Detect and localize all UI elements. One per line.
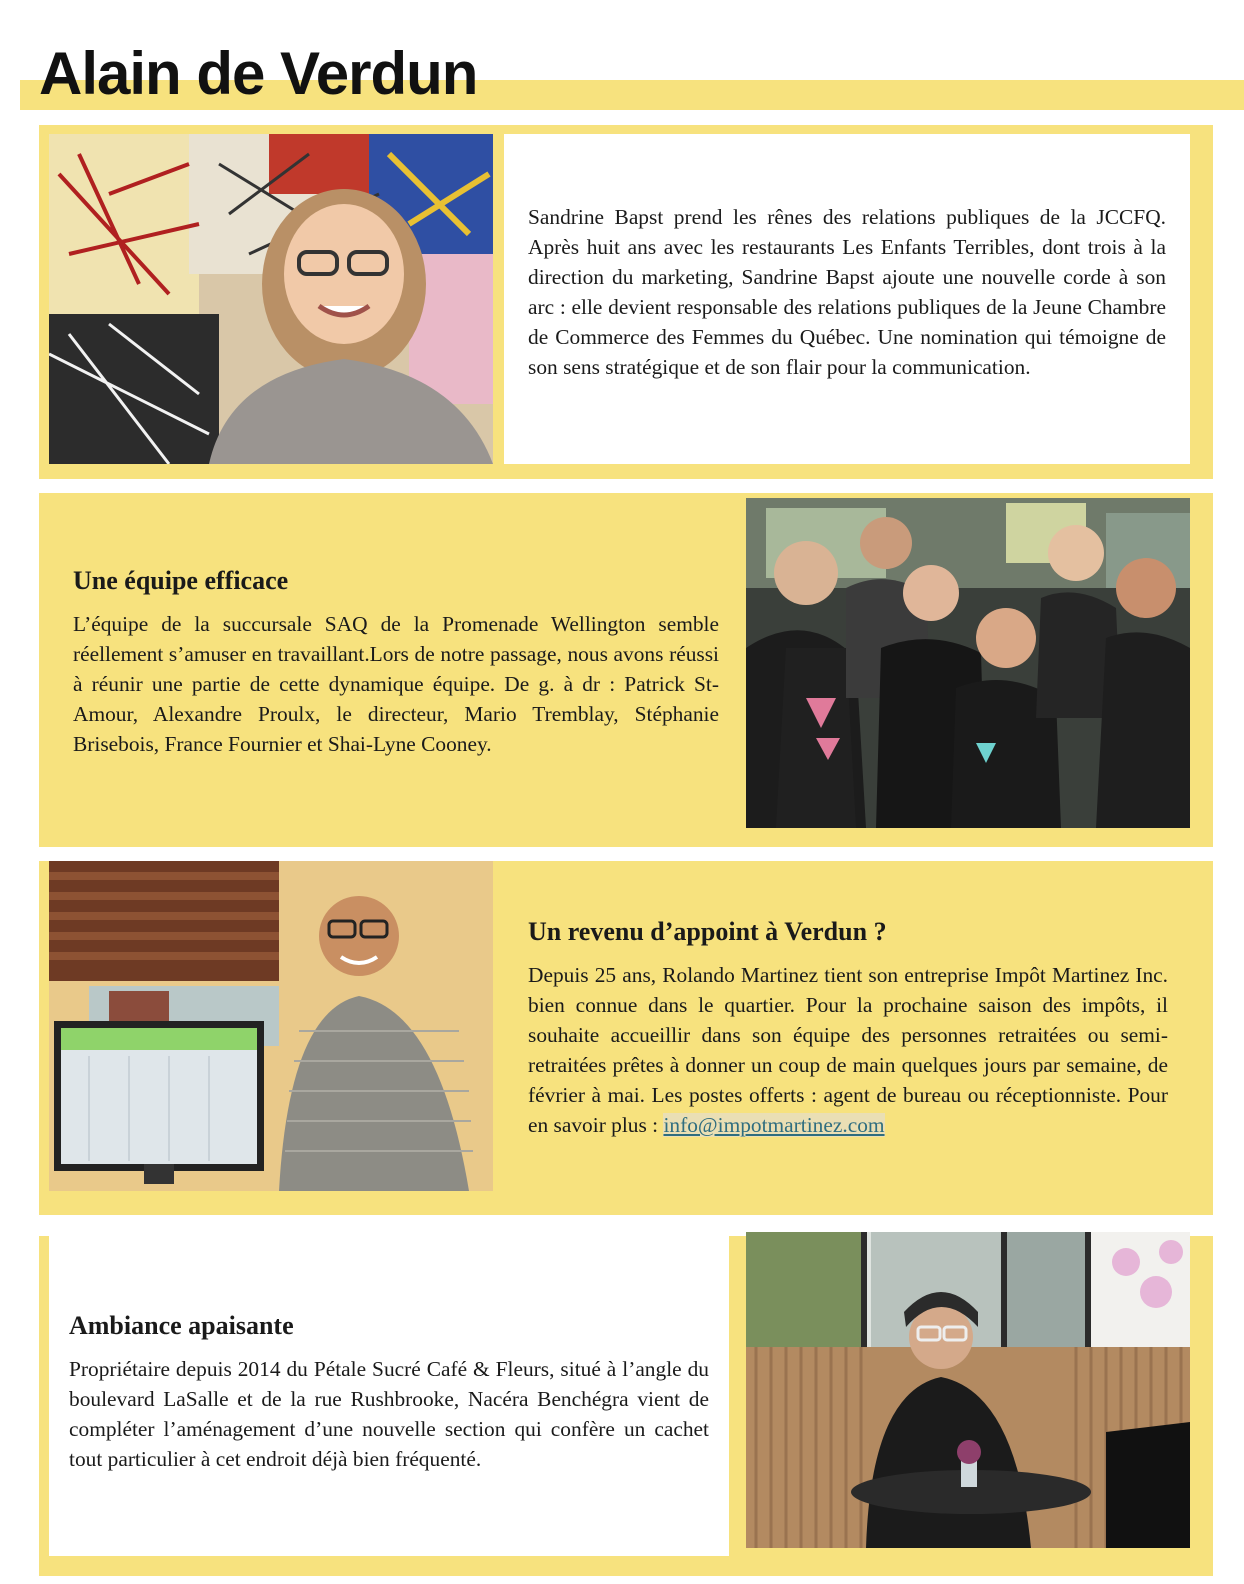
petale-story-body: Propriétaire depuis 2014 du Pétale Sucré Café & Fleurs, situé à l’angle du boulevard LaSalle et de la rue Rushbrooke, Nacéra Benchégra vient de compléter l’aménagement d’une nouvelle section qui confère un cachet tout particulier à cet endroit déjà bien fréquenté. (69, 1357, 709, 1471)
martinez-story-text: Depuis 25 ans, Rolando Martinez tient son entreprise Impôt Martinez Inc. bien connue dans le quartier. Pour la prochaine saison des impôts, il souhaite accueillir dans son équipe des personnes retraitées ou semi-retraitées prêtes à donner un coup de main quelques jours par semaine, de février à mai. Les postes offerts : agent de bureau ou réceptionniste. Pour en savoir plus : (528, 963, 1168, 1137)
sandrine-story-body: Sandrine Bapst prend les rênes des relations publiques de la JCCFQ. Après huit ans avec les restaurants Les Enfants Terribles, dont trois à la direction du marketing, Sandrine Bapst ajoute une nouvelle corde à son arc : elle devient responsable des relations publiques de la Jeune Chambre de Commerce des Femmes du Québec. Une nomination qui témoigne de son sens stratégique et de son flair pour la communication. (528, 205, 1166, 379)
story-sandrine-bapst (39, 125, 1213, 479)
martinez-story-body (528, 960, 1168, 1140)
saq-story-body: L’équipe de la succursale SAQ de la Promenade Wellington semble réellement s’amuser en travaillant.Lors de notre passage, nous avons réussi à réunir une partie de cette dynamique équipe. De g. à dr : Patrick St-Amour, Alexandre Proulx, le directeur, Mario Tremblay, Stéphanie Brisebois, France Fournier et Shai-Lyne Cooney. (73, 612, 719, 756)
petale-story-heading: Ambiance apaisante (69, 1311, 294, 1340)
saq-text-box (73, 565, 719, 759)
rolando-martinez-photo (49, 861, 493, 1191)
martinez-text-box (528, 916, 1168, 1140)
saq-team-photo (746, 498, 1190, 828)
email-link[interactable]: info@impotmartinez.com (663, 1113, 885, 1137)
story-saq-team (39, 493, 1213, 847)
sandrine-text-box (504, 134, 1190, 464)
martinez-story-heading: Un revenu d’appoint à Verdun ? (528, 917, 887, 946)
page-title: Alain de Verdun (39, 40, 478, 107)
story-petale-sucre (39, 1236, 1213, 1576)
nacera-benchegra-photo (746, 1232, 1190, 1548)
sandrine-bapst-photo (49, 134, 493, 464)
saq-story-heading: Une équipe efficace (73, 566, 289, 595)
story-impot-martinez (39, 861, 1213, 1215)
petale-text-box (49, 1236, 729, 1556)
